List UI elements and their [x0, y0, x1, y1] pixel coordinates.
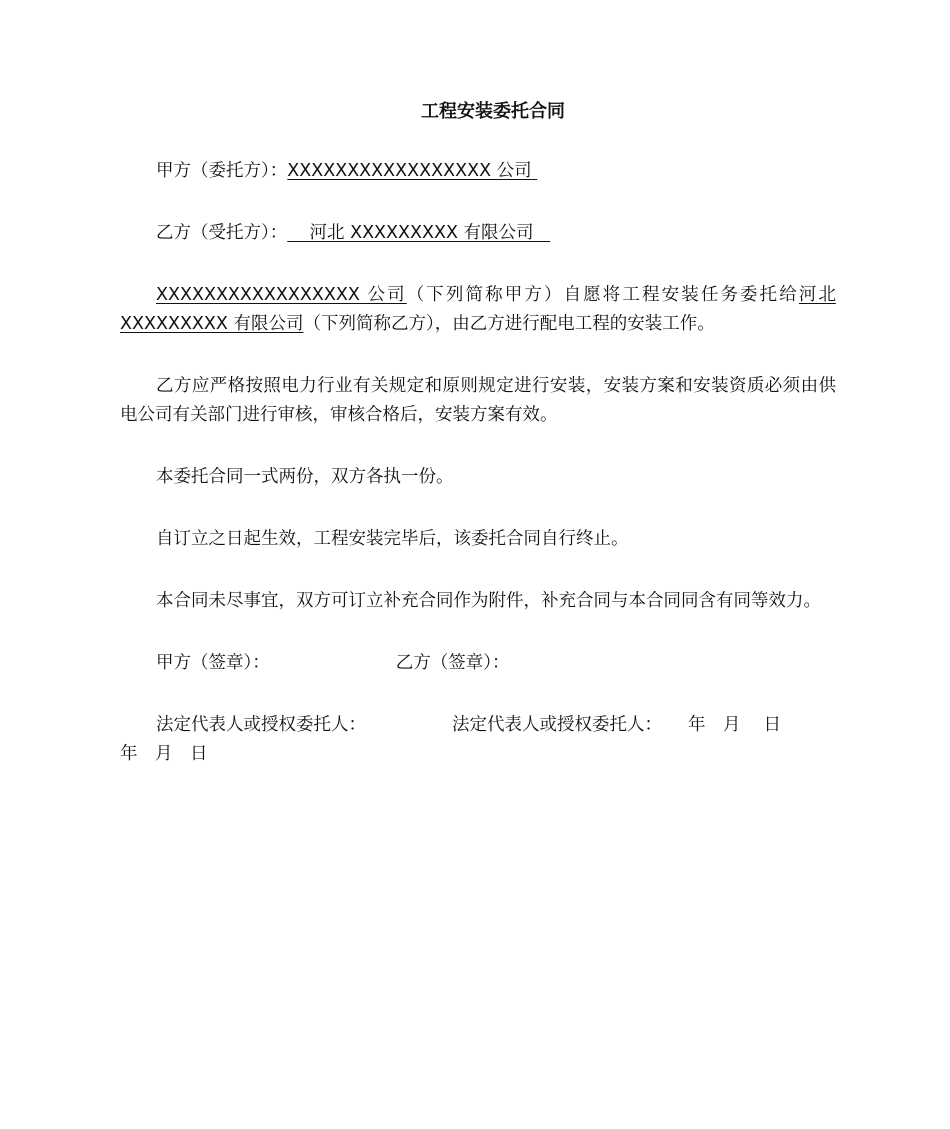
- party-a-date-line: [120, 740, 836, 769]
- delegation-text-1: （下列简称甲方）自愿将工程安装任务委托给: [406, 285, 799, 305]
- document-title: 工程安装委托合同: [421, 101, 565, 122]
- party-b-label: 乙方（受托方）：: [156, 223, 288, 243]
- party-b-signature-label: 乙方（签章）：: [395, 653, 510, 673]
- delegation-text-2: （下列简称乙方），由乙方进行配电工程的安装工作。: [303, 314, 715, 334]
- signature-line: [120, 649, 836, 678]
- party-a-line: [120, 157, 836, 186]
- representative-line: [120, 711, 836, 740]
- party-a-name: XXXXXXXXXXXXXXXXX 公司: [287, 161, 532, 181]
- paragraph-supplement: 本合同未尽事宜，双方可订立补充合同作为附件，补充合同与本合同同含有同等效力。: [156, 591, 821, 611]
- company-a-ref: XXXXXXXXXXXXXXXXX 公司: [156, 285, 407, 305]
- paragraph-effective: 自订立之日起生效，工程安装完毕后，该委托合同自行终止。: [156, 529, 629, 549]
- party-a-label: 甲方（委托方）：: [156, 161, 288, 181]
- paragraph-installation-rules: 乙方应严格按照电力行业有关规定和原则规定进行安装，安装方案和安装资质必须由供电公司有关部门进行审核，审核合格后，安装方案有效。: [120, 376, 836, 425]
- party-b-line: [120, 219, 836, 248]
- paragraph-delegation: [120, 281, 836, 339]
- party-b-representative-label: 法定代表人或授权委托人：: [452, 715, 662, 735]
- party-b-date: 年 月 日: [688, 715, 782, 735]
- party-b-name: 河北 XXXXXXXXX 有限公司: [309, 223, 534, 243]
- paragraph-copies: 本委托合同一式两份，双方各执一份。: [156, 467, 454, 487]
- party-a-representative-label: 法定代表人或授权委托人：: [156, 715, 366, 735]
- party-a-date: 年 月 日: [120, 744, 208, 764]
- company-b-ref: 河北 XXXXXXXXX 有限公司: [120, 285, 836, 334]
- party-a-signature-label: 甲方（签章）：: [156, 653, 270, 673]
